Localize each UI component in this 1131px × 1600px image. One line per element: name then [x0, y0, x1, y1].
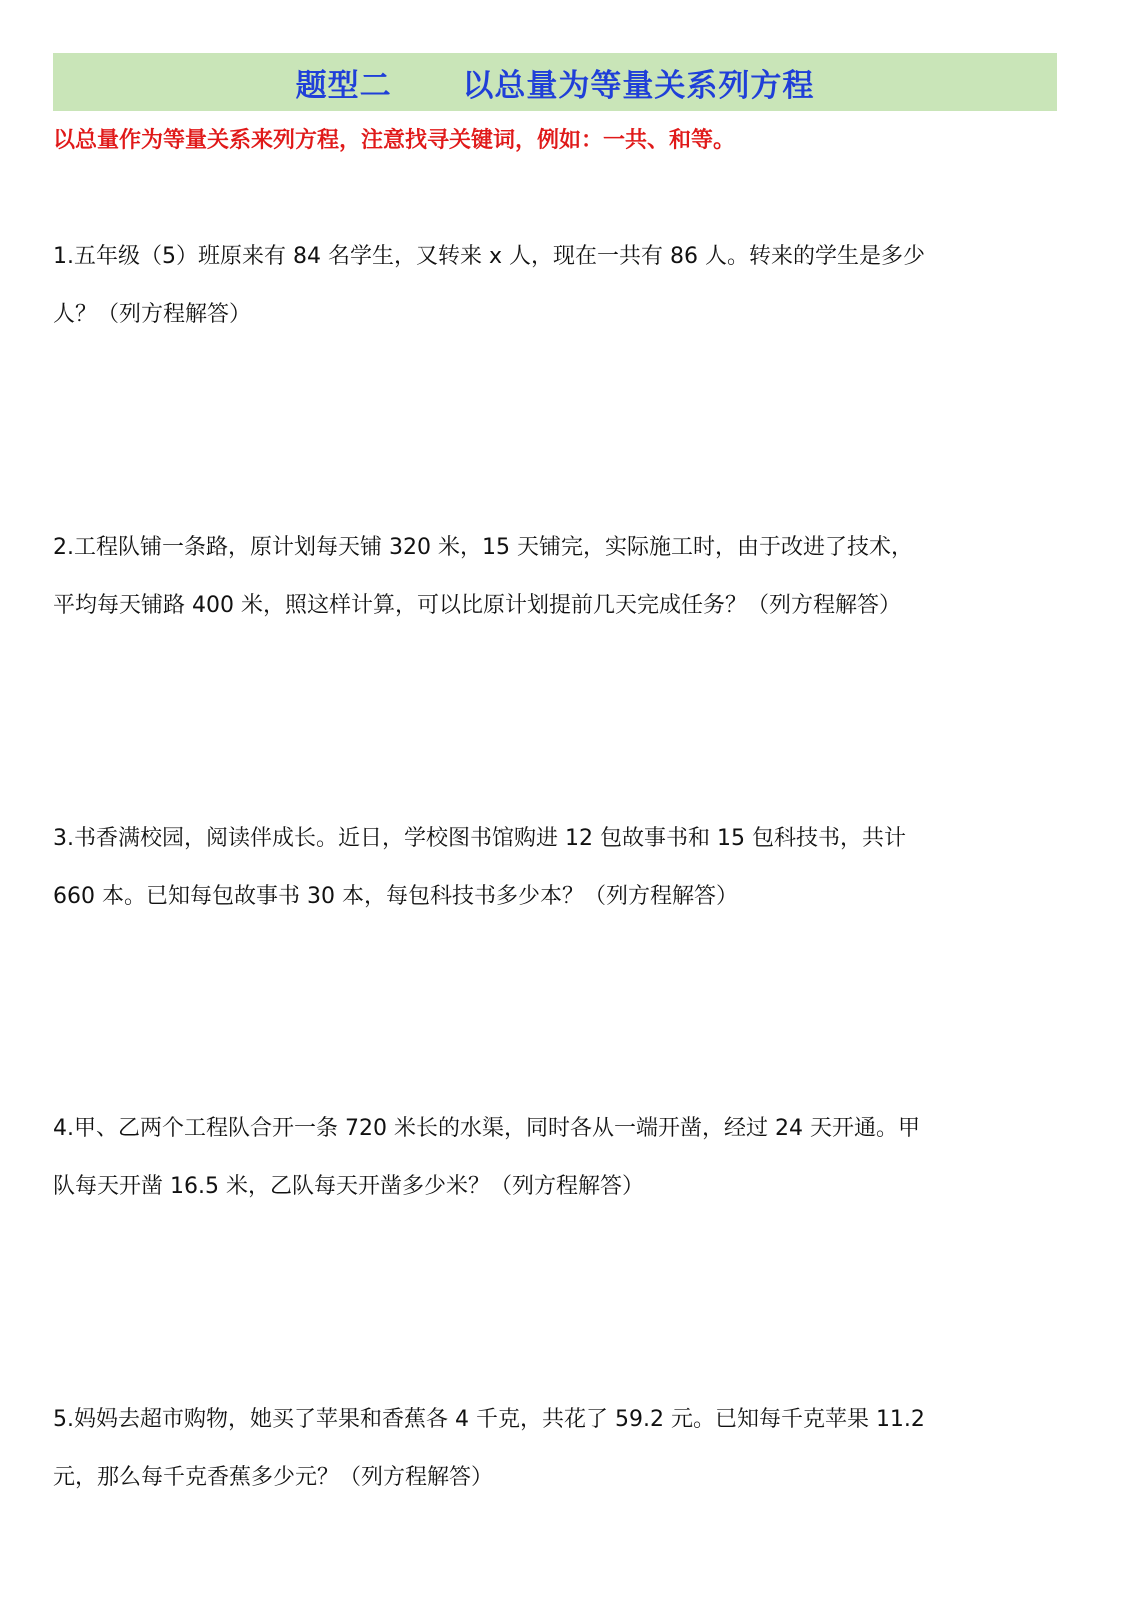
question-1: [53, 228, 1063, 344]
question-5-line-1: 5.妈妈去超市购物，她买了苹果和香蕉各 4 千克，共花了 59.2 元。已知每千克苹果 11.2: [53, 1407, 925, 1432]
question-4-line-1: 4.甲、乙两个工程队合开一条 720 米长的水渠，同时各从一端开凿，经过 24 天开通。甲: [53, 1116, 920, 1141]
section-title: 题型二 以总量为等量关系列方程: [295, 67, 815, 104]
question-5-line-2: 元，那么每千克香蕉多少元？（列方程解答）: [53, 1465, 494, 1490]
question-3-line-1: 3.书香满校园，阅读伴成长。近日，学校图书馆购进 12 包故事书和 15 包科技书，共计: [53, 826, 906, 851]
question-3: [53, 810, 1063, 926]
question-3-line-2: 660 本。已知每包故事书 30 本，每包科技书多少本？（列方程解答）: [53, 884, 738, 909]
question-5: [53, 1391, 1063, 1507]
question-1-line-1: 1.五年级（5）班原来有 84 名学生，又转来 x 人，现在一共有 86 人。转来的学生是多少: [53, 244, 925, 269]
question-4-line-2: 队每天开凿 16.5 米，乙队每天开凿多少米？（列方程解答）: [53, 1174, 644, 1199]
question-2-line-2: 平均每天铺路 400 米，照这样计算，可以比原计划提前几天完成任务？（列方程解答）: [53, 593, 901, 618]
question-1-line-2: 人？（列方程解答）: [53, 302, 252, 327]
question-2: [53, 519, 1063, 635]
hint-text: 以总量作为等量关系来列方程，注意找寻关键词，例如：一共、和等。: [53, 128, 736, 153]
section-title-bar: [53, 53, 1057, 111]
question-2-line-1: 2.工程队铺一条路，原计划每天铺 320 米，15 天铺完，实际施工时，由于改进了技术，: [53, 535, 913, 560]
question-4: [53, 1100, 1063, 1216]
